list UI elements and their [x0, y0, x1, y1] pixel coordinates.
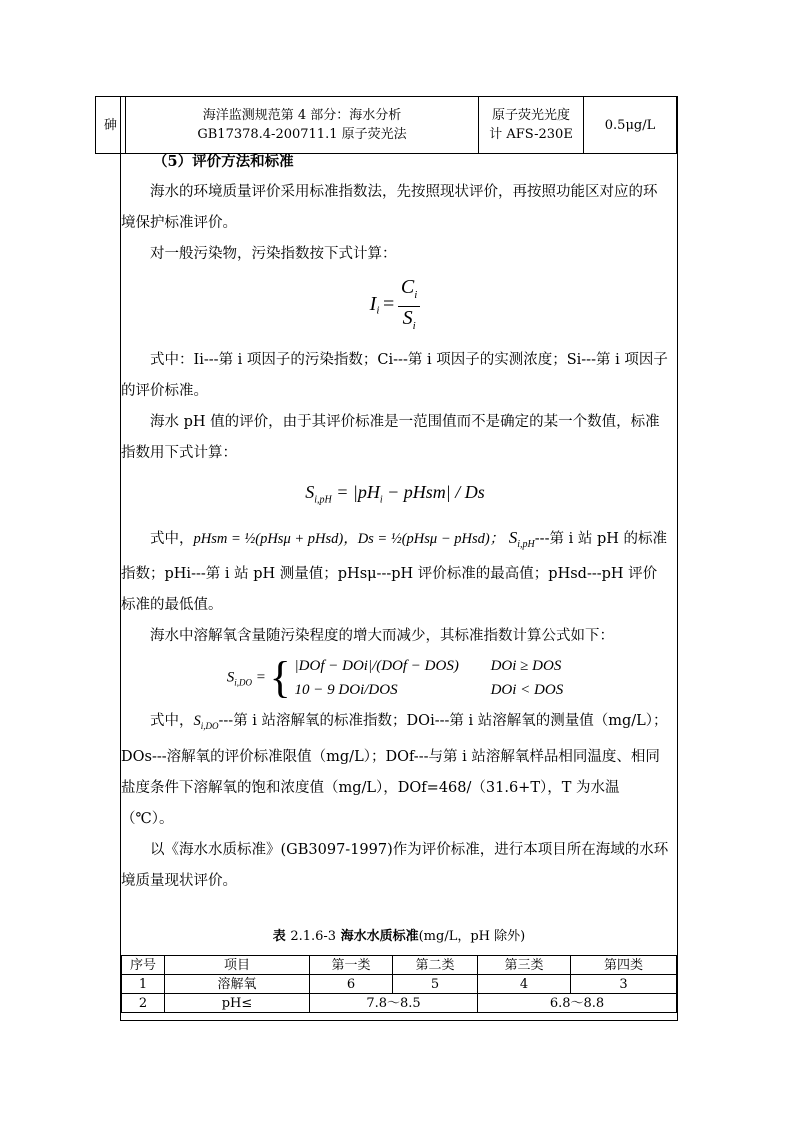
formula-ph-index: $S_{i,pH} = |pH_i$ − pHsm| / Ds — [305, 482, 485, 506]
table-row — [122, 994, 677, 1013]
formula1-lhs: I — [369, 292, 377, 315]
cell-class2: 5 — [393, 975, 478, 994]
do-case2: 10 − 9 DOi/DOS — [294, 682, 398, 699]
method-line1: 海洋监测规范第 4 部分：海水分析 — [202, 108, 402, 123]
header-index: 序号 — [122, 956, 165, 975]
formula2-tail: − pHsm| / Ds — [387, 482, 485, 502]
header-class3: 第三类 — [478, 956, 571, 975]
table-caption — [121, 925, 677, 944]
caption-title: 海水水质标准 — [340, 929, 419, 944]
do-cond2: DOi < DOS — [490, 682, 564, 699]
instrument-line1: 原子荧光光度 — [491, 108, 570, 123]
ph-def1: pHsm = ½(pHsμ + pHsd)，Ds = ½(pHsμ − pHsd)； — [193, 530, 505, 547]
header-class1: 第一类 — [310, 956, 393, 975]
do-conditions — [491, 654, 564, 702]
element-cell: 砷 — [96, 97, 126, 154]
table-header-row — [122, 956, 677, 975]
formula1-den: S — [402, 307, 413, 329]
formula1-sub: i — [376, 304, 380, 317]
cell-class3: 4 — [478, 975, 571, 994]
ph-def2: S — [508, 527, 518, 547]
method-row — [96, 97, 677, 154]
caption-number: 2.1.6-3 — [290, 929, 337, 944]
ph-suffix: ---第 i 站 pH 的标准指数；pHi---第 i 站 pH 测量值；pHsμ---pH 评价标准的最高值；pHsd---pH 评价标准的最低值。 — [121, 530, 667, 614]
cell-class3-4: 6.8～8.8 — [478, 994, 677, 1013]
method-cell — [126, 97, 479, 154]
formula-do-index: $S_{i,DO}$ = { |DOf − DOi|/(DOf − DOS) 10 − 9 DOi/DOS DOi ≥ DOS DOi < DOS — [226, 653, 564, 703]
paragraph-do-definitions: 式中，$S_{i,DO}---$第 i 站溶解氧的标准指数；DOi---第 i 站溶解氧的测量值（mg/L）；DOs---溶解氧的评价标准限值（mg/L）；DOf---与第 i 站溶解氧样品相同温度、相同盐度条件下溶解氧的饱和浓度值（mg/L），DOf=468/（31.6+T），T 为水温（℃）。 — [121, 713, 668, 828]
water-quality-table — [121, 955, 677, 1013]
formula2-middle: = |pH — [336, 482, 380, 502]
caption-unit: (mg/L，pH 除外) — [418, 929, 526, 944]
frame-right-border — [677, 96, 678, 1021]
table-row — [122, 975, 677, 994]
method-line2: GB17378.4-200711.1 原子荧光法 — [197, 127, 407, 142]
detection-limit-cell: 0.5μg/L — [584, 97, 677, 154]
do-cond1: DOi ≥ DOS — [490, 658, 562, 675]
header-class4: 第四类 — [571, 956, 677, 975]
paragraph-do: 海水中溶解氧含量随污染程度的增大而减少，其标准指数计算公式如下： — [150, 628, 614, 645]
caption-label: 表 — [272, 929, 286, 944]
frame-bottom-border — [120, 1020, 677, 1021]
paragraph-symbols: 式中：Ii---第 i 项因子的污染指数；Ci---第 i 项因子的实测浓度；Si---第 i 项因子的评价标准。 — [121, 352, 668, 399]
do-definitions: ---第 i 站溶解氧的标准指数；DOi---第 i 站溶解氧的测量值（mg/L）；DOs---溶解氧的评价标准限值（mg/L）；DOf---与第 i 站溶解氧样品相同温度、相同盐度条件下溶解氧的饱和浓度值（mg/L），DOf=468/（31.6+T），T 为水温（℃）。 — [121, 713, 668, 828]
section-heading: （5）评价方法和标准 — [153, 153, 294, 170]
paragraph-intro: 海水的环境质量评价采用标准指数法，先按照现状评价，再按照功能区对应的环境保护标准评价。 — [121, 184, 658, 231]
cell-item: pH≤ — [165, 994, 310, 1013]
paragraph-pollution-index: 对一般污染物，污染指数按下式计算： — [150, 246, 397, 262]
instrument-line2: 计 AFS-230E — [489, 127, 573, 142]
instrument-cell — [479, 97, 584, 154]
cell-index: 1 — [122, 975, 165, 994]
do-cases — [295, 654, 459, 702]
formula-pollution-index: $I_i$ = $\frac{C_i}{S_i}$ — [121, 276, 669, 337]
formula1-num: C — [400, 276, 415, 298]
cell-class1-2: 7.8～8.5 — [310, 994, 478, 1013]
paragraph-standard: 以《海水水质标准》(GB3097-1997)作为评价标准，进行本项目所在海域的水环境质量现状评价。 — [121, 842, 669, 890]
formula1-fraction: $\frac{C_i}{S_i}$ — [398, 276, 420, 337]
section-content — [121, 146, 669, 897]
cell-item: 溶解氧 — [165, 975, 310, 994]
header-class2: 第二类 — [393, 956, 478, 975]
cell-class4: 3 — [571, 975, 677, 994]
paragraph-ph: 海水 pH 值的评价，由于其评价标准是一范围值而不是确定的某一个数值，标准指数用下式计算： — [121, 414, 660, 461]
paragraph-ph-definitions: 式中，pHsm = ½(pHsμ + pHsd)，Ds = ½(pHsμ − pHsd)； $S_{i,pH}---$第 i 站 pH 的标准指数；pHi---第 i 站 pH 测量值；pHsμ---pH 评价标准的最高值；pHsd---pH 评价标准的最低值。 — [121, 527, 667, 614]
do-case1: |DOf − DOi|/(DOf − DOS) — [294, 658, 459, 675]
ph-prefix: 式中， — [150, 530, 194, 547]
cell-index: 2 — [122, 994, 165, 1013]
cell-class1: 6 — [310, 975, 393, 994]
header-item: 项目 — [165, 956, 310, 975]
